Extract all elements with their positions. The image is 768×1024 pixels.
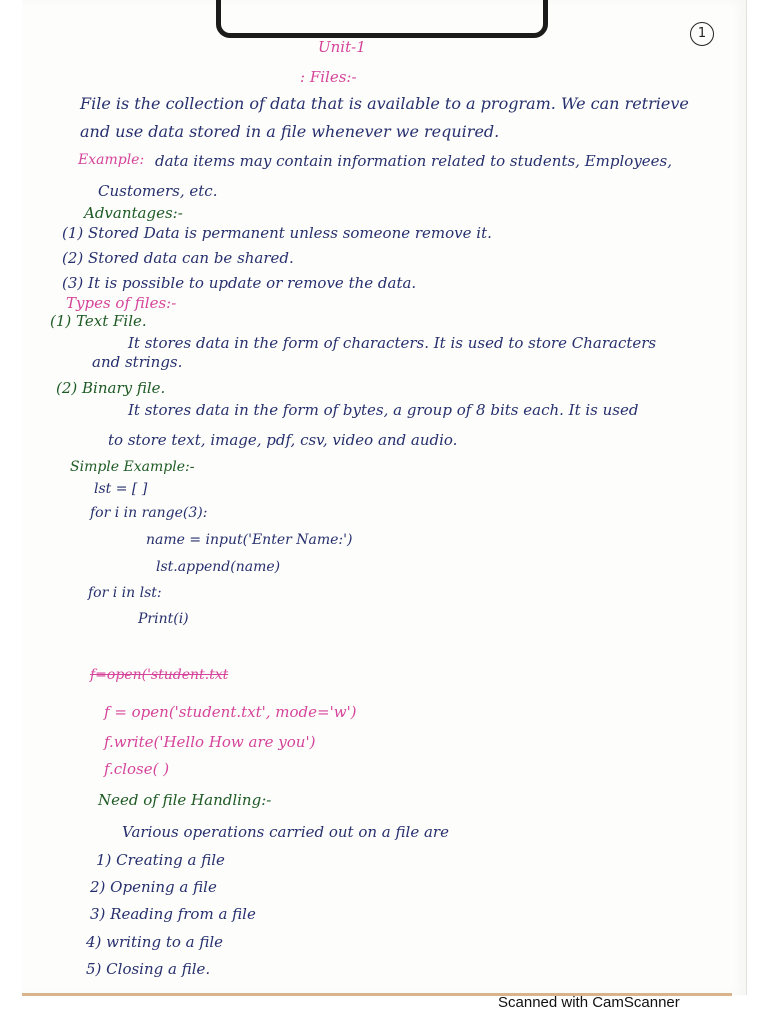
operation-item-4: 4) writing to a file xyxy=(86,933,224,951)
need-heading: Need of file Handling:- xyxy=(98,791,272,809)
binary-file-desc-1: It stores data in the form of bytes, a group of 8 bits each. It is used xyxy=(128,401,639,419)
binary-file-desc-2: to store text, image, pdf, csv, video and audio. xyxy=(108,431,458,449)
operation-item-1: 1) Creating a file xyxy=(96,851,225,869)
operation-item-5: 5) Closing a file. xyxy=(86,960,211,978)
binary-file-heading: (2) Binary file. xyxy=(56,379,166,397)
operation-item-3: 3) Reading from a file xyxy=(90,905,256,923)
code-line-3: name = input('Enter Name:') xyxy=(146,532,353,548)
simple-example-heading: Simple Example:- xyxy=(70,459,195,475)
clipboard-clip xyxy=(216,0,548,38)
code-line-2: for i in range(3): xyxy=(90,505,208,521)
example-label: Example: xyxy=(78,152,145,168)
page-number: 1 xyxy=(690,22,714,46)
intro-line-2: and use data stored in a file whenever we required. xyxy=(80,122,500,141)
example-text-2: Customers, etc. xyxy=(98,182,218,200)
file-code-2: f.write('Hello How are you') xyxy=(104,733,316,751)
unit-title: Unit-1 xyxy=(318,38,366,56)
code-line-5: for i in lst: xyxy=(88,585,162,601)
code-line-1: lst = [ ] xyxy=(94,481,148,497)
file-code-3: f.close( ) xyxy=(104,760,170,778)
file-code-1: f = open('student.txt', mode='w') xyxy=(104,703,357,721)
struck-code: f=open('student.txt xyxy=(90,667,229,683)
intro-line-1: File is the collection of data that is available to a program. We can retrieve xyxy=(80,94,689,113)
need-intro: Various operations carried out on a file are xyxy=(122,823,449,841)
section-heading: : Files:- xyxy=(300,68,357,86)
notebook-page xyxy=(22,0,747,995)
scanner-watermark: Scanned with CamScanner xyxy=(498,994,680,1011)
advantage-item-2: (2) Stored data can be shared. xyxy=(62,249,294,267)
advantage-item-1: (1) Stored Data is permanent unless someone remove it. xyxy=(62,224,492,242)
text-file-desc-2: and strings. xyxy=(92,353,183,371)
example-text: data items may contain information related to students, Employees, xyxy=(155,152,673,170)
text-file-heading: (1) Text File. xyxy=(50,312,147,330)
types-heading: Types of files:- xyxy=(66,294,177,312)
operation-item-2: 2) Opening a file xyxy=(90,878,217,896)
advantage-item-3: (3) It is possible to update or remove the data. xyxy=(62,274,417,292)
code-line-6: Print(i) xyxy=(138,611,189,627)
text-file-desc-1: It stores data in the form of characters. It is used to store Characters xyxy=(128,334,657,352)
advantages-heading: Advantages:- xyxy=(84,204,183,222)
code-line-4: lst.append(name) xyxy=(156,559,281,575)
